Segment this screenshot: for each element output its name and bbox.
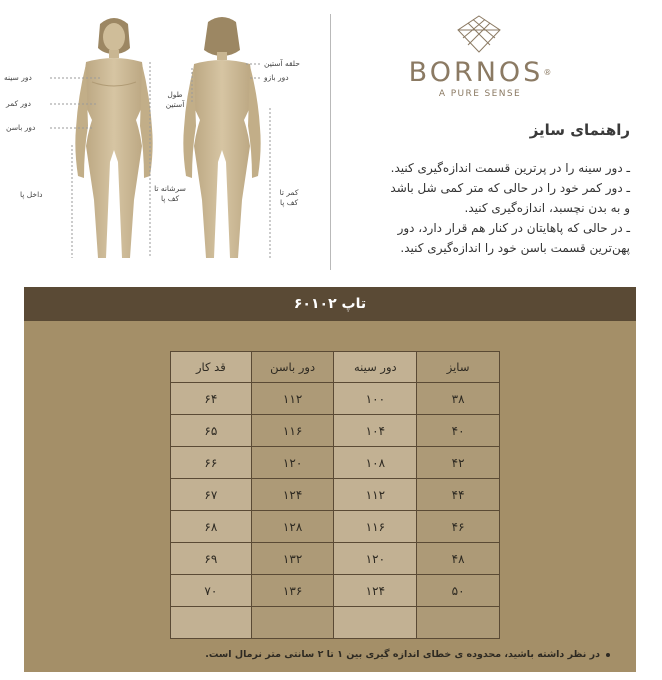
label-waist-to-floor: کمر تا کف پا [279,188,299,207]
table-row [171,479,500,511]
size-guide-instructions [346,158,630,258]
table-cell [171,607,252,639]
size-table-panel [24,287,636,672]
table-cell: ۶۶ [171,447,252,479]
table-cell: ۱۰۰ [334,383,417,415]
bornos-logo-icon [456,14,502,54]
table-cell: ۱۱۲ [251,383,334,415]
table-row [171,511,500,543]
label-waist: دور کمر [6,99,32,108]
table-cell: ۱۱۲ [334,479,417,511]
back-figure [183,17,260,258]
brand-tagline: A PURE SENSE [438,89,522,99]
size-guide-section [0,0,662,282]
table-cell: ۱۲۴ [251,479,334,511]
instruction-line: و به بدن نچسبد، اندازه‌گیری کنید. [464,201,630,215]
table-header-row [171,352,500,383]
instruction-line: پهن‌ترین قسمت باسن خود را اندازه‌گیری کنید. [400,241,630,255]
header-size: سایز [417,352,500,383]
instruction-line: ـ دور کمر خود را در حالی که متر کمی شل باشد [390,181,630,195]
table-cell: ۱۲۸ [251,511,334,543]
table-cell: ۱۳۶ [251,575,334,607]
table-row [171,575,500,607]
size-table [170,351,500,639]
table-cell: ۱۳۲ [251,543,334,575]
table-cell: ۱۰۴ [334,415,417,447]
table-body [171,383,500,639]
label-armhole: حلقه آستین [264,59,300,68]
table-cell [251,607,334,639]
product-title: تاپ ۶۰۱۰۲ [293,296,367,312]
table-cell: ۷۰ [171,575,252,607]
label-shoulder-to-floor: سرشانه تا کف پا [154,184,186,203]
table-cell: ۵۰ [417,575,500,607]
brand-name: BORNOS® [408,57,552,88]
vertical-divider [330,14,331,270]
table-cell: ۴۰ [417,415,500,447]
table-cell: ۴۸ [417,543,500,575]
instruction-line: ـ در حالی که پاهایتان در کنار هم قرار دارد، دور [397,221,630,235]
header-hip: دور باسن [251,352,334,383]
table-row [171,415,500,447]
table-row [171,607,500,639]
header-bust: دور سینه [334,352,417,383]
table-cell: ۴۴ [417,479,500,511]
table-cell [417,607,500,639]
label-arm: دور بازو [264,73,289,82]
table-cell: ۶۷ [171,479,252,511]
table-cell: ۱۲۴ [334,575,417,607]
size-guide-title: راهنمای سایز [529,121,630,139]
front-figure [75,18,152,258]
label-sleeve-length: طول آستین [165,90,185,109]
body-measurement-illustration [0,0,325,282]
label-bust: دور سینه [4,73,32,82]
table-cell: ۱۰۸ [334,447,417,479]
table-cell: ۴۲ [417,447,500,479]
table-cell: ۶۵ [171,415,252,447]
table-cell: ۱۲۰ [251,447,334,479]
female-figures-illustration [0,0,325,282]
table-cell: ۶۴ [171,383,252,415]
table-row [171,447,500,479]
table-cell: ۶۹ [171,543,252,575]
table-cell: ۳۸ [417,383,500,415]
bullet-icon [606,653,610,657]
label-inseam: داخل پا [20,190,43,199]
measurement-note: در نظر داشته باشید، محدوده ی خطای اندازه گیری بین ۱ تا ۲ سانتی متر نرمال است. [24,649,614,660]
table-cell [334,607,417,639]
table-cell: ۱۱۶ [251,415,334,447]
table-cell: ۴۶ [417,511,500,543]
table-cell: ۶۸ [171,511,252,543]
table-cell: ۱۱۶ [334,511,417,543]
instruction-line: ـ دور سینه را در پرترین قسمت اندازه‌گیری کنید. [390,161,630,175]
label-hip: دور باسن [6,123,36,132]
table-cell: ۱۲۰ [334,543,417,575]
table-row [171,383,500,415]
registered-mark: ® [543,68,552,77]
header-length: قد کار [171,352,252,383]
table-row [171,543,500,575]
